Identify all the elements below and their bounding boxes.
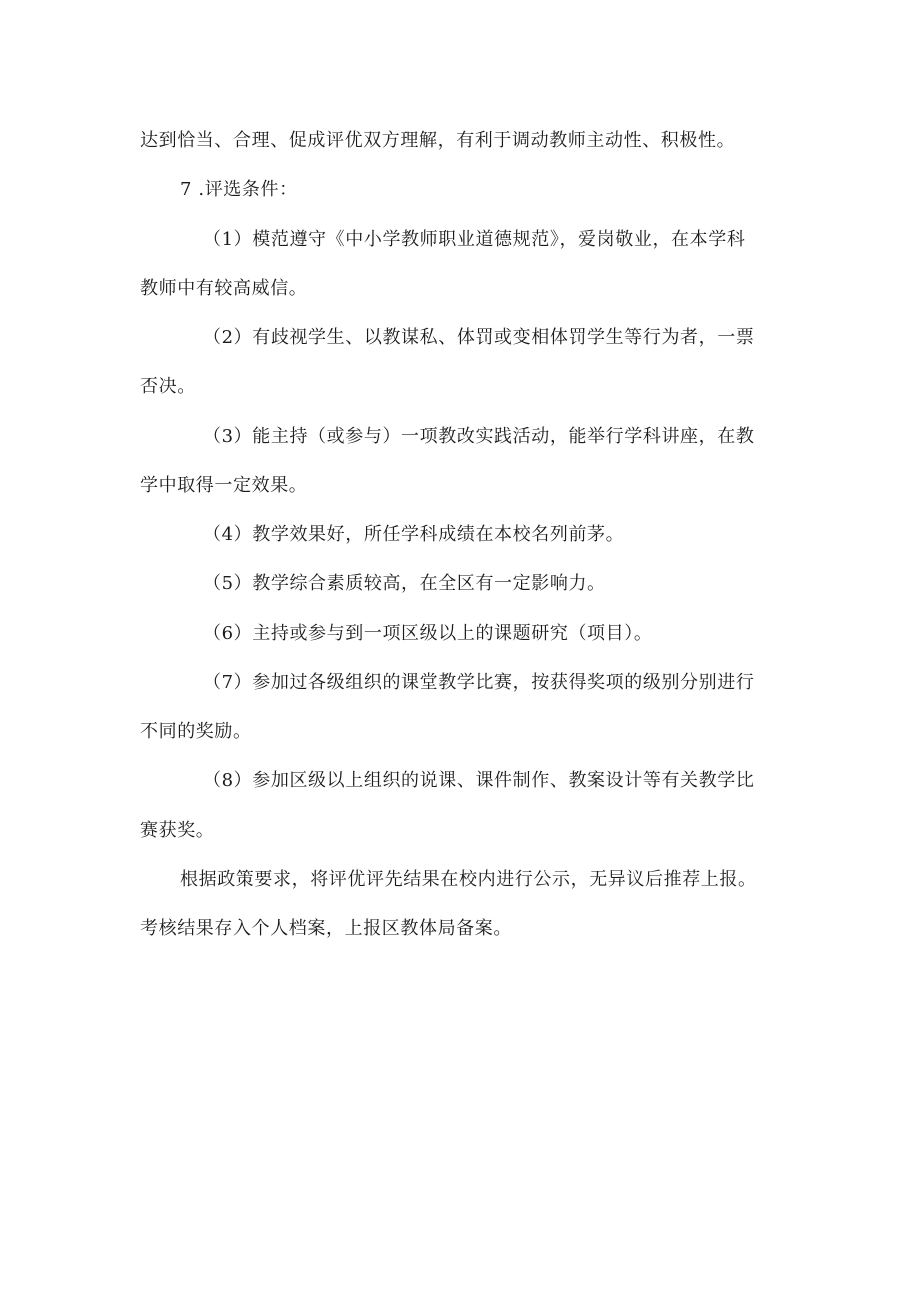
paragraph-continuation-line: 达到恰当、合理、促成评优双方理解，有利于调动教师主动性、积极性。	[140, 130, 736, 151]
criterion-5: （5）教学综合素质较高，在全区有一定影响力。	[203, 573, 606, 594]
criterion-3-line-2: 学中取得一定效果。	[140, 475, 308, 496]
criterion-8-line-1: （8）参加区级以上组织的说课、课件制作、教案设计等有关教学比	[203, 770, 755, 791]
criterion-6: （6）主持或参与到一项区级以上的课题研究（项目）。	[203, 623, 653, 644]
closing-paragraph-line-1: 根据政策要求，将评优评先结果在校内进行公示，无异议后推荐上报。	[180, 869, 757, 890]
criterion-8-line-2: 赛获奖。	[140, 820, 215, 841]
criterion-2-line-1: （2）有歧视学生、以教谋私、体罚或变相体罚学生等行为者，一票	[203, 327, 755, 348]
criterion-2-line-2: 否决。	[140, 376, 196, 397]
section-heading-selection-criteria: 7 .评选条件：	[180, 179, 298, 200]
criterion-3-line-1: （3）能主持（或参与）一项教改实践活动，能举行学科讲座，在教	[203, 426, 755, 447]
criterion-1-line-1: （1）模范遵守《中小学教师职业道德规范》，爱岗敬业，在本学科	[203, 229, 746, 250]
criterion-7-line-2: 不同的奖励。	[140, 721, 252, 742]
closing-paragraph-line-2: 考核结果存入个人档案，上报区教体局备案。	[140, 918, 512, 939]
criterion-1-line-2: 教师中有较高威信。	[140, 278, 308, 299]
criterion-7-line-1: （7）参加过各级组织的课堂教学比赛，按获得奖项的级别分别进行	[203, 672, 755, 693]
criterion-4: （4）教学效果好，所任学科成绩在本校名列前茅。	[203, 524, 625, 545]
